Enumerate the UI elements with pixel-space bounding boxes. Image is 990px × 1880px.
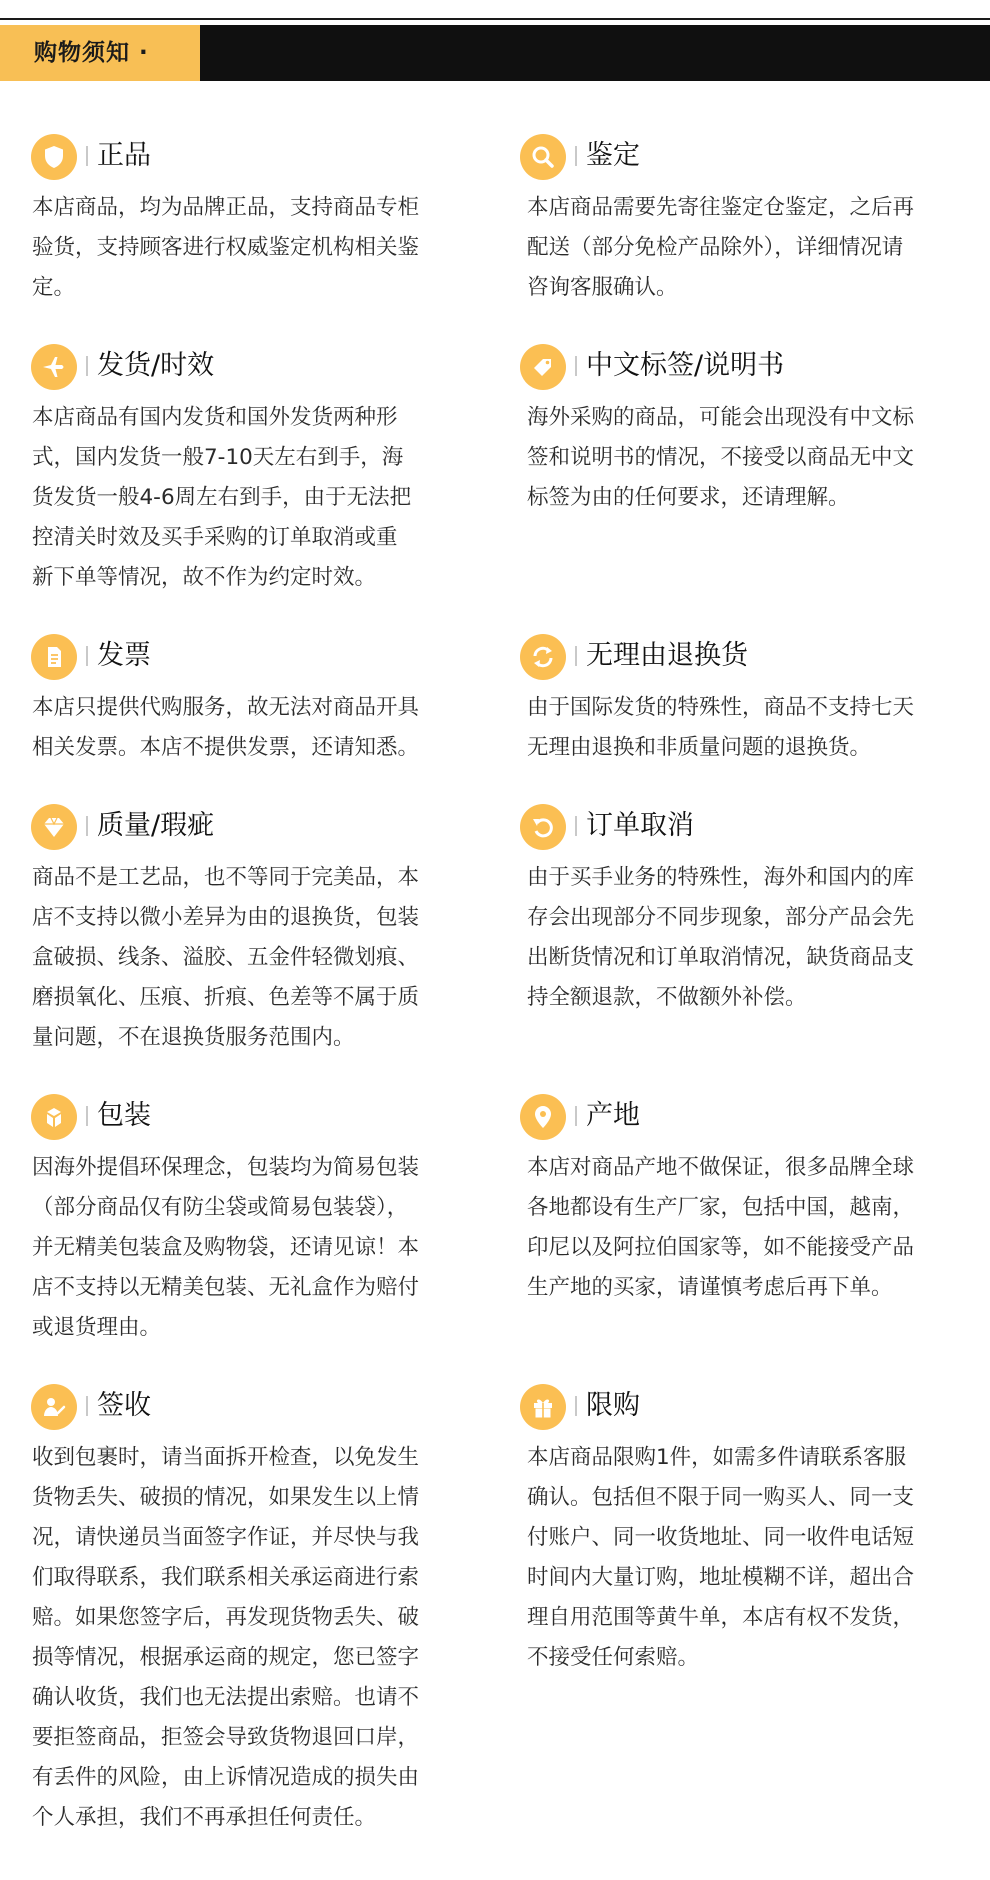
airplane-icon — [31, 344, 77, 390]
notice-card-appraisal — [495, 130, 990, 340]
magnifier-icon — [520, 134, 566, 180]
notice-card-quality — [0, 800, 495, 1090]
card-title: 签收 — [97, 1390, 151, 1421]
title-divider — [86, 146, 88, 166]
body-line: 无理由退换和非质量问题的退换货。 — [527, 735, 872, 760]
body-line: （部分商品仅有防尘袋或简易包装袋）， — [32, 1195, 409, 1220]
card-title: 订单取消 — [586, 810, 694, 841]
body-line: 时间内大量订购，地址模糊不详，超出合 — [527, 1565, 915, 1590]
card-title: 质量/瑕疵 — [97, 810, 215, 841]
card-body — [32, 398, 468, 598]
body-line: 店不支持以微小差异为由的退换货，包装 — [32, 905, 420, 930]
card-body — [32, 188, 468, 308]
header-tab — [0, 25, 200, 81]
body-line: 式，国内发货一般7-10天左右到手，海 — [32, 445, 404, 470]
card-body — [32, 858, 468, 1058]
body-line: 货发货一般4-6周左右到手，由于无法把 — [32, 485, 412, 510]
notice-card-authentic — [0, 130, 495, 340]
body-line: 不接受任何索赔。 — [527, 1645, 700, 1670]
card-title: 包装 — [97, 1100, 151, 1131]
body-line: 新下单等情况，故不作为约定时效。 — [32, 565, 377, 590]
notice-card-packaging — [0, 1090, 495, 1380]
card-body — [527, 688, 967, 768]
notice-card-order-cancel — [495, 800, 990, 1090]
undo-icon — [520, 804, 566, 850]
body-line: 控清关时效及买手采购的订单取消或重 — [32, 525, 398, 550]
body-line: 持全额退款，不做额外补偿。 — [527, 985, 807, 1010]
body-line: 咨询客服确认。 — [527, 275, 678, 300]
title-divider — [575, 1396, 577, 1416]
body-line: 磨损氧化、压痕、折痕、色差等不属于质 — [32, 985, 420, 1010]
body-line: 定。 — [32, 275, 76, 300]
body-line: 并无精美包装盒及购物袋，还请见谅！本 — [32, 1235, 420, 1260]
body-line: 理自用范围等黄牛单，本店有权不发货， — [527, 1605, 915, 1630]
body-line: 量问题，不在退换货服务范围内。 — [32, 1025, 355, 1050]
sign-user-icon — [31, 1384, 77, 1430]
body-line: 标签为由的任何要求，还请理解。 — [527, 485, 850, 510]
body-line: 本店商品需要先寄往鉴定仓鉴定，之后再 — [527, 195, 915, 220]
card-title: 无理由退换货 — [586, 640, 748, 671]
body-line: 盒破损、线条、溢胶、五金件轻微划痕、 — [32, 945, 420, 970]
body-line: 本店商品有国内发货和国外发货两种形 — [32, 405, 398, 430]
body-line: 因海外提倡环保理念，包装均为简易包装 — [32, 1155, 420, 1180]
section-title: 购物须知 · — [34, 40, 149, 66]
body-line: 本店只提供代购服务，故无法对商品开具 — [32, 695, 420, 720]
diamond-icon — [31, 804, 77, 850]
card-body — [527, 1148, 967, 1308]
notice-card-chinese-label — [495, 340, 990, 630]
body-line: 由于国际发货的特殊性，商品不支持七天 — [527, 695, 915, 720]
body-line: 印尼以及阿拉伯国家等，如不能接受产品 — [527, 1235, 915, 1260]
body-line: 付账户、同一收货地址、同一收件电话短 — [527, 1525, 915, 1550]
top-rule — [0, 18, 990, 20]
title-divider — [86, 1106, 88, 1126]
body-line: 确认收货，我们也无法提出索赔。也请不 — [32, 1685, 420, 1710]
card-title: 正品 — [97, 140, 151, 171]
body-line: 海外采购的商品，可能会出现没有中文标 — [527, 405, 915, 430]
title-divider — [86, 646, 88, 666]
body-line: 货物丢失、破损的情况，如果发生以上情 — [32, 1485, 420, 1510]
body-line: 个人承担，我们不再承担任何责任。 — [32, 1805, 377, 1830]
card-body — [32, 1148, 468, 1348]
title-divider — [86, 356, 88, 376]
card-body — [527, 1438, 967, 1678]
card-body — [527, 858, 967, 1018]
body-line: 有丢件的风险，由上诉情况造成的损失由 — [32, 1765, 420, 1790]
card-title: 发票 — [97, 640, 151, 671]
body-line: 验货，支持顾客进行权威鉴定机构相关鉴 — [32, 235, 420, 260]
notice-card-origin — [495, 1090, 990, 1380]
card-title: 产地 — [586, 1100, 640, 1131]
body-line: 赔。如果您签字后，再发现货物丢失、破 — [32, 1605, 420, 1630]
title-divider — [86, 816, 88, 836]
card-title: 发货/时效 — [97, 350, 215, 381]
title-divider — [575, 816, 577, 836]
body-line: 各地都设有生产厂家，包括中国，越南， — [527, 1195, 915, 1220]
body-line: 相关发票。本店不提供发票，还请知悉。 — [32, 735, 420, 760]
card-body — [32, 688, 468, 768]
title-divider — [575, 646, 577, 666]
card-title: 鉴定 — [586, 140, 640, 171]
body-line: 或退货理由。 — [32, 1315, 162, 1340]
section-header — [0, 25, 990, 81]
body-line: 由于买手业务的特殊性，海外和国内的库 — [527, 865, 915, 890]
body-line: 况，请快递员当面签字作证，并尽快与我 — [32, 1525, 420, 1550]
body-line: 本店对商品产地不做保证，很多品牌全球 — [527, 1155, 915, 1180]
notice-card-invoice — [0, 630, 495, 800]
card-title: 限购 — [586, 1390, 640, 1421]
body-line: 出断货情况和订单取消情况，缺货商品支 — [527, 945, 915, 970]
notice-card-shipping — [0, 340, 495, 630]
body-line: 配送（部分免检产品除外），详细情况请 — [527, 235, 904, 260]
card-title: 中文标签/说明书 — [586, 350, 785, 381]
body-line: 收到包裹时，请当面拆开检查，以免发生 — [32, 1445, 420, 1470]
body-line: 要拒签商品，拒签会导致货物退回口岸， — [32, 1725, 420, 1750]
gift-icon — [520, 1384, 566, 1430]
title-divider — [575, 1106, 577, 1126]
body-line: 商品不是工艺品，也不等同于完美品，本 — [32, 865, 420, 890]
body-line: 存会出现部分不同步现象，部分产品会先 — [527, 905, 915, 930]
card-body — [527, 188, 967, 308]
location-pin-icon — [520, 1094, 566, 1140]
title-divider — [86, 1396, 88, 1416]
body-line: 本店商品限购1件，如需多件请联系客服 — [527, 1445, 907, 1470]
card-body — [32, 1438, 468, 1838]
exchange-icon — [520, 634, 566, 680]
notice-grid — [0, 130, 990, 1830]
body-line: 损等情况，根据承运商的规定，您已签字 — [32, 1645, 420, 1670]
shield-icon — [31, 134, 77, 180]
body-line: 确认。包括但不限于同一购买人、同一支 — [527, 1485, 915, 1510]
title-divider — [575, 146, 577, 166]
body-line: 生产地的买家，请谨慎考虑后再下单。 — [527, 1275, 893, 1300]
box-icon — [31, 1094, 77, 1140]
body-line: 本店商品，均为品牌正品，支持商品专柜 — [32, 195, 420, 220]
body-line: 店不支持以无精美包装、无礼盒作为赔付 — [32, 1275, 420, 1300]
title-divider — [575, 356, 577, 376]
document-icon — [31, 634, 77, 680]
notice-card-purchase-limit — [495, 1380, 990, 1800]
tag-icon — [520, 344, 566, 390]
card-body — [527, 398, 967, 518]
notice-card-sign-receipt — [0, 1380, 495, 1830]
body-line: 们取得联系，我们联系相关承运商进行索 — [32, 1565, 420, 1590]
notice-card-no-reason-return — [495, 630, 990, 800]
body-line: 签和说明书的情况，不接受以商品无中文 — [527, 445, 915, 470]
